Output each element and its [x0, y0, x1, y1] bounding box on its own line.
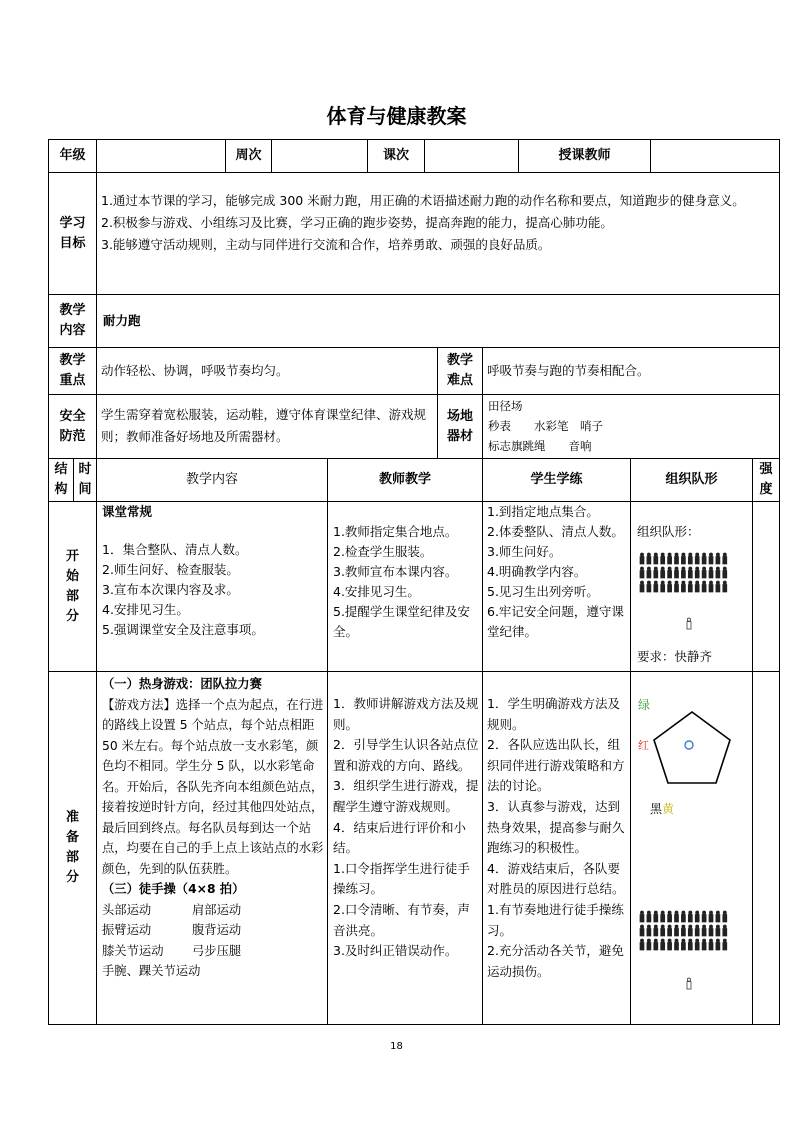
exercise-item: 手腕、踝关节运动	[102, 964, 201, 978]
station-label-green: 绿	[638, 698, 651, 712]
game-title: （一）热身游戏：团队拉力赛	[102, 677, 262, 691]
student-figure	[640, 925, 644, 936]
list-item: 4．游戏结束后，各队要对胜员的原因进行总结。	[487, 860, 625, 897]
list-item: 5.见习生出列旁听。	[487, 584, 599, 599]
list-item: 2．引导学生认识各站点位置和游戏的方向、路线。	[333, 737, 479, 773]
student-figure	[709, 911, 713, 922]
student-figure	[709, 939, 713, 950]
objective-line: 3.能够遵守活动规则，主动与同伴进行交流和合作，培养勇敢、顽强的良好品质。	[101, 237, 551, 252]
content-header: 教学内容	[185, 472, 238, 487]
student-figure	[654, 911, 658, 922]
student-figure	[702, 925, 706, 936]
lesson-label: 课次	[382, 148, 409, 163]
teacher-figure	[687, 978, 691, 989]
student-figure	[675, 911, 679, 922]
objectives-label: 学习目标	[59, 215, 86, 251]
student-figure	[723, 939, 727, 950]
student-figure	[702, 939, 706, 950]
student-figure	[668, 925, 672, 936]
intensity-header: 强度	[759, 462, 773, 497]
teacher-header: 教师教学	[378, 472, 431, 487]
difficulty-label: 教学难点	[446, 353, 473, 388]
list-item: 5.强调课堂安全及注意事项。	[102, 622, 264, 637]
venue-line: 标志旗跳绳 音响	[488, 439, 592, 453]
list-item: 4．结束后进行评价和小结。	[333, 819, 466, 856]
venue-line: 秒表 水彩笔 哨子	[488, 419, 603, 433]
exercise-item: 头部运动	[102, 902, 152, 917]
student-figure	[640, 939, 644, 950]
list-item: 1.到指定地点集合。	[487, 504, 599, 519]
list-item: 2.师生问好、检查服装。	[102, 562, 239, 577]
exercise-item: 腹背运动	[192, 923, 242, 937]
list-item: 4.安排见习生。	[333, 584, 420, 599]
student-figure	[688, 925, 692, 936]
grade-label: 年级	[59, 148, 86, 163]
exercise-item: 肩部运动	[192, 902, 242, 917]
student-figure	[695, 911, 699, 922]
student-figure	[688, 911, 692, 922]
list-item: 2.检查学生服装。	[333, 544, 433, 559]
student-figure	[661, 925, 665, 936]
student-figure	[675, 925, 679, 936]
key-point-value: 动作轻松、协调，呼吸节奏均匀。	[101, 363, 289, 378]
student-figure	[647, 939, 651, 950]
student-figure	[654, 925, 658, 936]
student-figure	[716, 911, 720, 922]
exercise-item: 弓步压腿	[192, 943, 242, 958]
student-header: 学生学练	[530, 472, 583, 487]
venue-line: 田径场	[488, 399, 523, 413]
list-item: 4.安排见习生。	[102, 602, 189, 617]
student-figure	[695, 925, 699, 936]
station-label-yellow: 黄	[662, 802, 675, 816]
student-figure	[681, 911, 685, 922]
student-figure	[654, 939, 658, 950]
structure-header: 结构	[54, 462, 68, 497]
list-item: 2．各队应选出队长，组织同伴进行游戏策略和方法的讨论。	[487, 737, 625, 794]
list-item: 3.及时纠正错误动作。	[333, 943, 458, 959]
list-item: 3.宣布本次课内容及求。	[102, 582, 239, 597]
student-figure	[716, 925, 720, 936]
list-item: 1．学生明确游戏方法及规则。	[487, 696, 620, 732]
section-prep-label: 准备部分	[66, 810, 80, 885]
exercise-title: （三）徒手操（4×8 拍）	[102, 882, 245, 896]
key-point-label: 教学重点	[59, 353, 86, 388]
list-item: 6.牢记安全问题，遵守课堂纪律。	[487, 604, 624, 639]
safety-value: 学生需穿着宽松服装，运动鞋，遵守体育课堂纪律、游戏规则；教师准备好场地及所需器材。	[101, 407, 427, 444]
exercise-item: 振臂运动	[102, 923, 152, 937]
list-item: 3．组织学生进行游戏，提醒学生遵守游戏规则。	[333, 778, 479, 814]
student-figure	[661, 939, 665, 950]
student-figure	[702, 911, 706, 922]
list-item: 1．教师讲解游戏方法及规则。	[333, 696, 479, 732]
venue-label: 场地器材	[446, 408, 473, 444]
list-item: 3.教师宣布本课内容。	[333, 564, 458, 579]
list-item: 3．认真参与游戏，达到热身效果，提高参与耐久跑练习的积极性。	[487, 798, 625, 856]
student-figure	[661, 911, 665, 922]
list-item: 1.教师指定集合地点。	[333, 524, 458, 539]
student-figure	[668, 939, 672, 950]
student-figure	[716, 939, 720, 950]
student-figure	[675, 939, 679, 950]
station-label-red: 红	[638, 739, 649, 752]
list-item: 1.口令指挥学生进行徒手操练习。	[333, 860, 470, 897]
time-header: 时间	[78, 462, 92, 497]
objective-line: 2.积极参与游戏、小组练习及比赛，学习正确的跑步姿势，提高奔跑的能力，提高心肺功能。	[101, 215, 613, 230]
list-item: 1.有节奏地进行徒手操练习。	[487, 901, 624, 938]
exercise-item: 膝关节运动	[102, 943, 164, 958]
student-figure	[723, 925, 727, 936]
list-item: 5.提醒学生课堂纪律及安全。	[333, 604, 470, 639]
content-value: 耐力跑	[103, 313, 141, 328]
teacher-label: 授课教师	[558, 148, 611, 163]
student-figure	[668, 911, 672, 922]
content-title: 课堂常规	[102, 504, 153, 519]
formation-header: 组织队形	[665, 472, 718, 487]
formation-requirement: 要求：快静齐	[637, 649, 713, 664]
objective-line: 1.通过本节课的学习，能够完成 300 米耐力跑，用正确的术语描述耐力跑的动作名称和要点，知道跑步的健身意义。	[101, 193, 745, 208]
student-figure	[647, 911, 651, 922]
page-title: 体育与健康教案	[326, 104, 467, 128]
student-figure	[681, 925, 685, 936]
student-figure	[695, 939, 699, 950]
content-label: 教学内容	[59, 303, 86, 338]
student-figure	[709, 925, 713, 936]
list-item: 2.充分活动各关节，避免运动损伤。	[487, 943, 624, 979]
student-figure	[640, 911, 644, 922]
section-start-label: 开始部分	[66, 548, 80, 624]
list-item: 1．集合整队、清点人数。	[102, 542, 248, 557]
list-item: 2.体委整队、清点人数。	[487, 524, 624, 539]
week-label: 周次	[235, 148, 262, 163]
safety-label: 安全防范	[59, 408, 86, 444]
list-item: 4.明确教学内容。	[487, 564, 587, 579]
list-item: 2.口令清晰、有节奏，声音洪亮。	[333, 901, 470, 938]
student-figure	[688, 939, 692, 950]
student-figure	[723, 911, 727, 922]
student-figure	[647, 925, 651, 936]
student-figure	[681, 939, 685, 950]
difficulty-value: 呼吸节奏与跑的节奏相配合。	[487, 363, 650, 378]
list-item: 3.师生问好。	[487, 544, 562, 559]
game-text: 【游戏方法】选择一个点为起点，在行进的路线上设置 5 个站点，每个站点相距 50 米左右。每个站点放一支水彩笔，颜色均不相同。学生分 5 队，以水彩笔命名。开始后，各队先齐向本组颜色站点，接着按逆时针方向，经过其他四处站点，最后回到终点。每名队员每到达一个站点，均要在自己的手上点上该站点的水彩颜色，先到的队伍获胜。	[102, 697, 324, 876]
formation-title: 组织队形：	[637, 524, 700, 539]
station-label-black: 黑	[650, 802, 663, 816]
page-number: 18	[390, 1041, 403, 1052]
